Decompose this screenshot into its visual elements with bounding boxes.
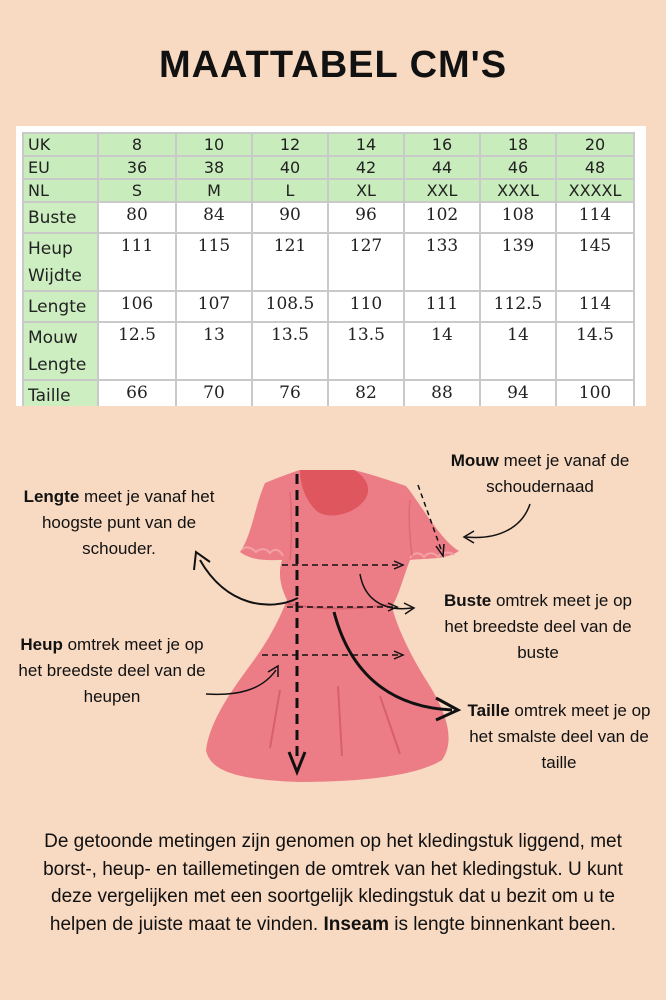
dress-icon xyxy=(206,470,459,782)
size-cell: XXXXL xyxy=(556,179,634,202)
measure-cell: 80 xyxy=(98,202,176,233)
footer-inseam: Inseam xyxy=(323,913,389,935)
note-heup-bold: Heup xyxy=(20,635,63,654)
measure-cell: 106 xyxy=(98,291,176,322)
measure-cell: 139 xyxy=(480,233,556,291)
size-cell: S xyxy=(98,179,176,202)
measure-cell: 127 xyxy=(328,233,404,291)
note-taille-bold: Taille xyxy=(467,701,510,720)
measure-cell: 94 xyxy=(480,380,556,406)
measure-cell: 102 xyxy=(404,202,480,233)
measure-cell: 96 xyxy=(328,202,404,233)
measure-cell: 107 xyxy=(176,291,252,322)
measure-row-label: Buste xyxy=(23,202,98,233)
note-mouw-bold: Mouw xyxy=(450,451,499,470)
size-cell: 36 xyxy=(98,156,176,179)
measure-row-label: Taille xyxy=(23,380,98,406)
measure-cell: 14 xyxy=(404,322,480,380)
measure-cell: 90 xyxy=(252,202,328,233)
measure-cell: 82 xyxy=(328,380,404,406)
size-row-label: UK xyxy=(23,133,98,156)
page-title: MAATTABEL CM'S xyxy=(158,44,508,86)
measure-cell: 66 xyxy=(98,380,176,406)
note-lengte-bold: Lengte xyxy=(23,487,80,506)
measure-cell: 114 xyxy=(556,291,634,322)
size-cell: 18 xyxy=(480,133,556,156)
size-cell: XXL xyxy=(404,179,480,202)
note-heup-text: omtrek meet je op het breedste deel van de heupen xyxy=(18,635,206,706)
measure-row-label: Mouw Lengte xyxy=(23,322,98,380)
measure-row-label: Heup Wijdte xyxy=(23,233,98,291)
size-cell: 14 xyxy=(328,133,404,156)
measure-cell: 110 xyxy=(328,291,404,322)
measure-cell: 112.5 xyxy=(480,291,556,322)
note-lengte-text: meet je vanaf het hoogste punt van de schouder. xyxy=(41,487,215,558)
measure-cell: 13.5 xyxy=(328,322,404,380)
size-row-label: NL xyxy=(23,179,98,202)
measure-cell: 108 xyxy=(480,202,556,233)
mouw-pointer-icon xyxy=(464,504,530,543)
measure-cell: 114 xyxy=(556,202,634,233)
size-row-label: EU xyxy=(23,156,98,179)
size-cell: M xyxy=(176,179,252,202)
measure-cell: 14.5 xyxy=(556,322,634,380)
measure-cell: 111 xyxy=(404,291,480,322)
size-cell: 8 xyxy=(98,133,176,156)
measure-cell: 70 xyxy=(176,380,252,406)
size-cell: 20 xyxy=(556,133,634,156)
size-cell: 48 xyxy=(556,156,634,179)
footer-description xyxy=(20,828,646,938)
measure-cell: 100 xyxy=(556,380,634,406)
measure-cell: 12.5 xyxy=(98,322,176,380)
footer-text: De getoonde metingen zijn genomen op het kledingstuk liggend, met borst-, heup- en taillemetingen de omtrek van het kledingstuk. U kunt deze vergelijken met een soortgelijk kledingstuk dat u bezit om u te helpen de juiste maat te vinden. xyxy=(43,831,623,935)
size-cell: 16 xyxy=(404,133,480,156)
size-cell: XL xyxy=(328,179,404,202)
measure-cell: 145 xyxy=(556,233,634,291)
footer-tail: is lengte binnenkant been. xyxy=(388,913,617,935)
measure-cell: 88 xyxy=(404,380,480,406)
measure-cell: 133 xyxy=(404,233,480,291)
note-mouw-text: meet je vanaf de schoudernaad xyxy=(486,451,630,496)
size-cell: XXXL xyxy=(480,179,556,202)
note-taille-text: omtrek meet je op het smalste deel van de taille xyxy=(469,701,651,772)
measure-cell: 84 xyxy=(176,202,252,233)
size-cell: 46 xyxy=(480,156,556,179)
size-cell: 42 xyxy=(328,156,404,179)
measure-row-label: Lengte xyxy=(23,291,98,322)
measure-cell: 13.5 xyxy=(252,322,328,380)
measure-cell: 14 xyxy=(480,322,556,380)
note-mouw xyxy=(440,448,640,500)
note-heup xyxy=(12,632,212,710)
measure-cell: 121 xyxy=(252,233,328,291)
size-cell: 38 xyxy=(176,156,252,179)
measure-cell: 108.5 xyxy=(252,291,328,322)
measure-cell: 76 xyxy=(252,380,328,406)
note-buste-text: omtrek meet je op het breedste deel van de buste xyxy=(444,591,632,662)
note-taille xyxy=(462,698,656,776)
measure-cell: 111 xyxy=(98,233,176,291)
size-cell: 10 xyxy=(176,133,252,156)
note-lengte xyxy=(8,484,230,562)
size-cell: 44 xyxy=(404,156,480,179)
size-cell: 12 xyxy=(252,133,328,156)
note-buste-bold: Buste xyxy=(443,591,492,610)
measure-cell: 13 xyxy=(176,322,252,380)
size-cell: L xyxy=(252,179,328,202)
size-cell: 40 xyxy=(252,156,328,179)
note-buste xyxy=(438,588,638,666)
measure-cell: 115 xyxy=(176,233,252,291)
